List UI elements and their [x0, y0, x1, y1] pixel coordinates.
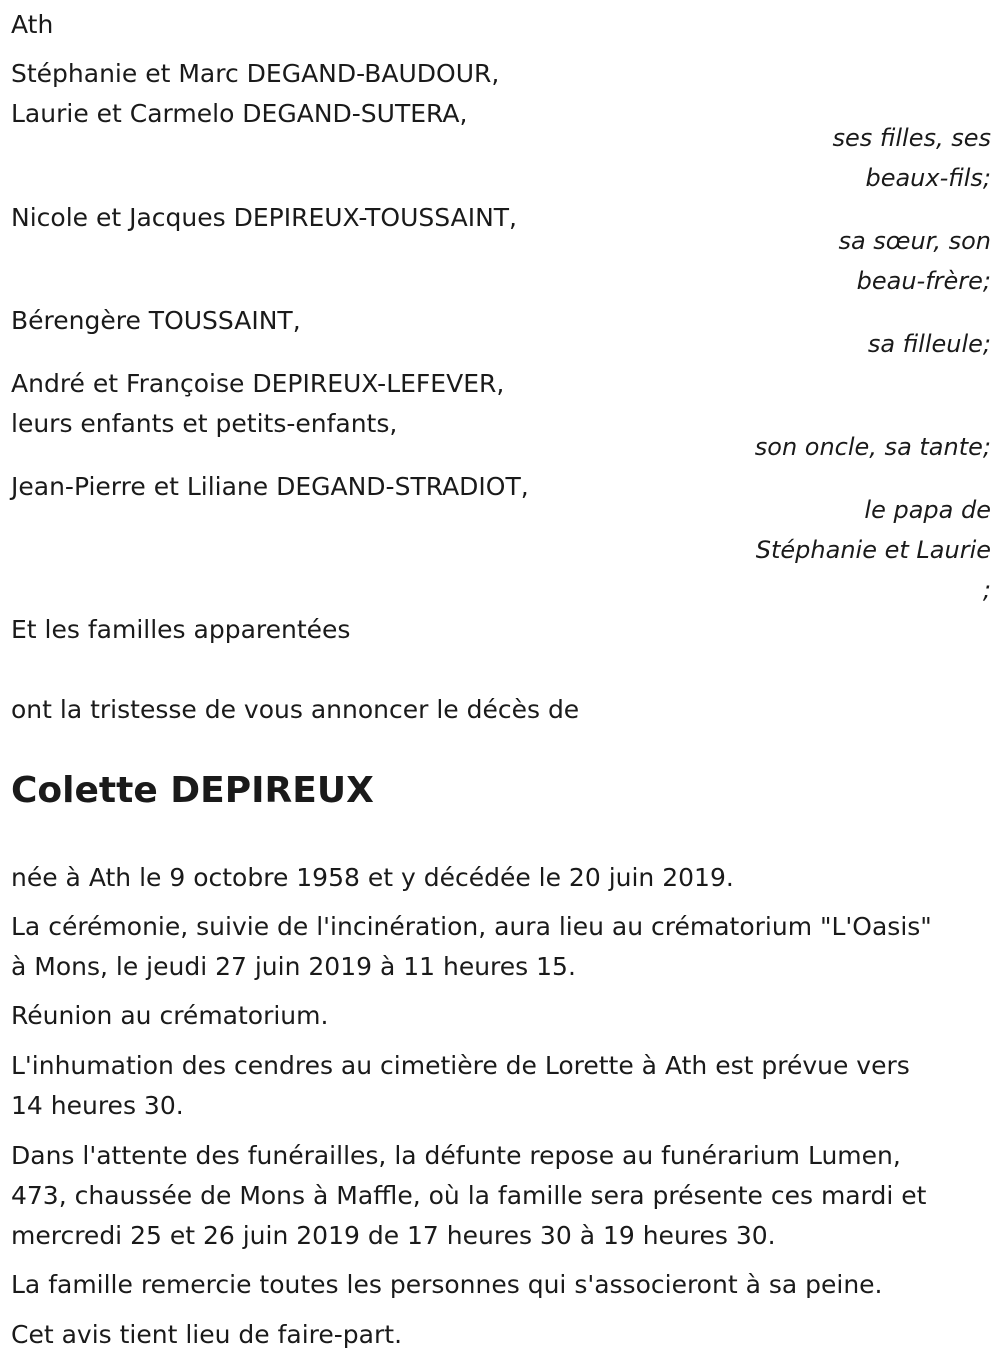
- body-line: 473, chaussée de Mons à Maffle, où la famille sera présente ces mardi et: [11, 1181, 927, 1210]
- body-line: Réunion au crématorium.: [11, 1001, 329, 1030]
- body-line: La famille remercie toutes les personnes qui s'associeront à sa peine.: [11, 1270, 883, 1299]
- relation-line: beaux-fils;: [865, 164, 991, 192]
- body-line: née à Ath le 9 octobre 1958 et y décédée le 20 juin 2019.: [11, 863, 734, 892]
- relation-line: le papa de: [864, 496, 991, 524]
- family-line: leurs enfants et petits-enfants,: [11, 409, 398, 438]
- family-line: André et Françoise DEPIREUX-LEFEVER,: [11, 369, 505, 398]
- family-line: Jean-Pierre et Liliane DEGAND-STRADIOT,: [11, 472, 529, 501]
- relation-line: sa filleule;: [867, 330, 991, 358]
- family-line: Nicole et Jacques DEPIREUX-TOUSSAINT,: [11, 203, 518, 232]
- announcement: ont la tristesse de vous annoncer le décès de: [11, 695, 580, 724]
- family-line: Bérengère TOUSSAINT,: [11, 306, 301, 335]
- body-line: à Mons, le jeudi 27 juin 2019 à 11 heures 15.: [11, 952, 576, 981]
- related-families: Et les familles apparentées: [11, 615, 351, 644]
- deceased-name: Colette DEPIREUX: [11, 770, 374, 811]
- family-line: Stéphanie et Marc DEGAND-BAUDOUR,: [11, 59, 500, 88]
- family-line: Laurie et Carmelo DEGAND-SUTERA,: [11, 99, 468, 128]
- body-line: 14 heures 30.: [11, 1091, 184, 1120]
- body-line: mercredi 25 et 26 juin 2019 de 17 heures 30 à 19 heures 30.: [11, 1221, 776, 1250]
- body-line: La cérémonie, suivie de l'incinération, aura lieu au crématorium "L'Oasis": [11, 912, 932, 941]
- relation-line: ses filles, ses: [832, 124, 991, 152]
- body-line: Cet avis tient lieu de faire-part.: [11, 1320, 403, 1349]
- relation-line: sa sœur, son: [838, 227, 991, 255]
- place-label: Ath: [11, 10, 54, 39]
- relation-line: beau-frère;: [856, 267, 991, 295]
- body-line: L'inhumation des cendres au cimetière de Lorette à Ath est prévue vers: [11, 1051, 910, 1080]
- relation-line: Stéphanie et Laurie: [755, 536, 991, 564]
- relation-line: ;: [982, 576, 991, 604]
- relation-line: son oncle, sa tante;: [754, 433, 991, 461]
- body-line: Dans l'attente des funérailles, la défunte repose au funérarium Lumen,: [11, 1141, 901, 1170]
